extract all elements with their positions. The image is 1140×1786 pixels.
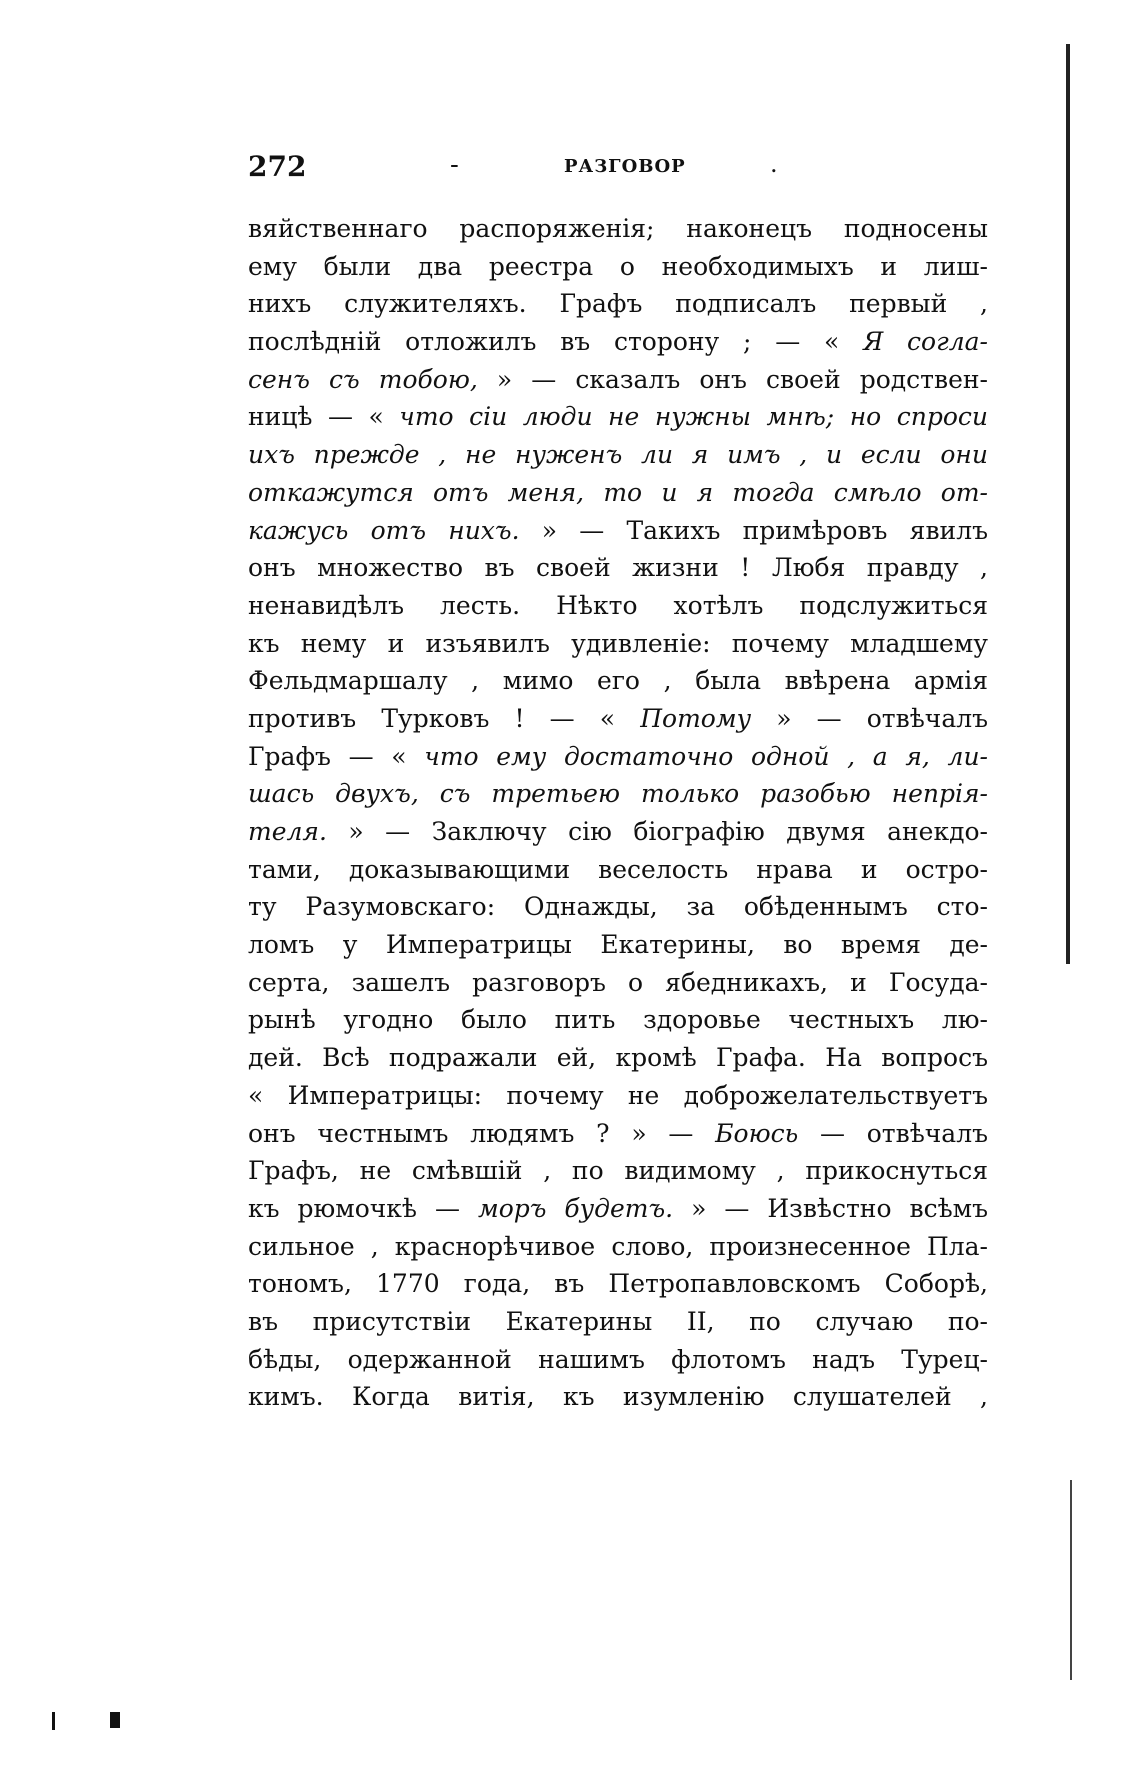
text-segment: что сіи люди не нужны мнѣ; но спроси — [399, 402, 988, 432]
text-line — [248, 775, 988, 813]
text-segment: моръ будетъ. — [477, 1193, 674, 1223]
text-line — [248, 436, 988, 474]
text-segment: онъ множество въ своей жизни ! Любя правду , — [248, 553, 988, 583]
text-segment: кажусь отъ нихъ. — [248, 515, 520, 545]
running-title: РАЗГОВОР — [564, 156, 686, 177]
text-segment: ломъ у Императрицы Екатерины, во время де- — [248, 930, 988, 960]
text-line — [248, 625, 988, 663]
text-segment: что ему достаточно одной , а я, ли- — [424, 741, 988, 771]
text-segment: Графъ, не смѣвшій , по видимому , прикоснуться — [248, 1156, 988, 1186]
text-line — [248, 248, 988, 286]
text-segment: « Императрицы: почему не доброжелательствуетъ — [248, 1080, 988, 1110]
text-line — [248, 587, 988, 625]
text-line — [248, 512, 988, 550]
text-segment: ницѣ — « — [248, 402, 400, 432]
text-line — [248, 1303, 988, 1341]
text-segment: бѣды, одержанной нашимъ флотомъ надъ Турец- — [248, 1344, 988, 1374]
text-segment: кимъ. Когда витія, къ изумленію слушателей , — [248, 1382, 988, 1412]
text-segment: Потому — [640, 703, 752, 733]
text-line — [248, 738, 988, 776]
text-line — [248, 1001, 988, 1039]
text-line — [248, 1265, 988, 1303]
text-line — [248, 964, 988, 1002]
text-segment: къ рюмочкѣ — — [248, 1193, 478, 1223]
text-segment: сенъ съ тобою, — [248, 364, 478, 394]
scan-speck — [52, 1712, 55, 1730]
text-segment: вяйственнаго распоряженія; наконецъ подносены — [248, 214, 988, 243]
text-line — [248, 361, 988, 399]
text-line — [248, 813, 988, 851]
text-line — [248, 474, 988, 512]
text-segment: шась двухъ, съ третьею только разобью непрія- — [248, 779, 988, 809]
text-segment: тономъ, 1770 года, въ Петропавловскомъ Соборѣ, — [248, 1269, 988, 1299]
page-header — [248, 150, 988, 190]
text-segment: къ нему и изъявилъ удивленіе: почему младшему — [248, 628, 988, 658]
text-segment: ему были два реестра о необходимыхъ и лиш- — [248, 251, 988, 281]
text-segment: тами, доказывающими веселость нрава и остро- — [248, 854, 988, 884]
text-line — [248, 851, 988, 889]
text-line — [248, 1039, 988, 1077]
text-segment: противъ Турковъ ! — « — [248, 703, 641, 733]
text-line — [248, 1190, 988, 1228]
text-line — [248, 285, 988, 323]
text-segment: онъ честнымъ людямъ ? » — — [248, 1118, 716, 1148]
text-segment: » — сказалъ онъ своей родствен- — [477, 364, 988, 394]
text-segment: теля. — [248, 817, 327, 846]
text-segment: Я согла- — [863, 327, 988, 357]
text-line — [248, 210, 988, 248]
text-line — [248, 888, 988, 926]
text-line — [248, 1341, 988, 1379]
text-line — [248, 700, 988, 738]
text-segment: » — отвѣчалъ — [751, 703, 989, 733]
header-separator: - — [450, 150, 459, 180]
text-segment: » — Извѣстно всѣмъ — [673, 1193, 989, 1223]
text-line — [248, 398, 988, 436]
text-segment: рынѣ угодно было пить здоровье честныхъ лю- — [248, 1005, 988, 1035]
text-segment: ненавидѣлъ лесть. Нѣкто хотѣлъ подслужиться — [248, 590, 988, 620]
text-segment: дей. Всѣ подражали ей, кромѣ Графа. На вопросъ — [248, 1043, 988, 1073]
text-segment: серта, зашелъ разговоръ о ябедникахъ, и Госуда- — [248, 967, 988, 997]
text-segment: Графъ — « — [248, 741, 425, 771]
text-line — [248, 1115, 988, 1153]
scan-edge-line-lower — [1070, 1480, 1072, 1680]
text-line — [248, 1152, 988, 1190]
text-segment: » — Заключу сію біографію двумя анекдо- — [326, 817, 988, 846]
text-line — [248, 1378, 988, 1416]
text-segment: Фельдмаршалу , мимо его , была ввѣрена армія — [248, 666, 988, 696]
text-segment: нихъ служителяхъ. Графъ подписалъ первый , — [248, 289, 988, 319]
text-segment: Боюсь — [715, 1118, 799, 1148]
text-segment: ихъ прежде , не нуженъ ли я имъ , и если они — [248, 440, 988, 470]
text-segment: — отвѣчалъ — [798, 1118, 988, 1148]
scan-speck — [110, 1712, 120, 1728]
text-segment: послѣдній отложилъ въ сторону ; — « — [248, 327, 864, 357]
text-segment: откажутся отъ меня, то и я тогда смѣло от- — [248, 477, 988, 507]
text-segment: въ присутствіи Екатерины II, по случаю по- — [248, 1306, 988, 1336]
page-number: 272 — [248, 150, 307, 183]
text-segment: » — Такихъ примѣровъ явилъ — [519, 515, 988, 545]
header-mark: . — [770, 150, 778, 178]
text-segment: сильное , краснорѣчивое слово, произнесенное Пла- — [248, 1231, 988, 1261]
text-line — [248, 549, 988, 587]
text-line — [248, 323, 988, 361]
scan-edge-line — [1066, 44, 1070, 964]
body-text — [248, 210, 988, 1416]
text-segment: ту Разумовскаго: Однажды, за обѣденнымъ сто- — [248, 892, 988, 922]
text-line — [248, 1077, 988, 1115]
text-line — [248, 926, 988, 964]
text-line — [248, 662, 988, 700]
text-line — [248, 1228, 988, 1266]
